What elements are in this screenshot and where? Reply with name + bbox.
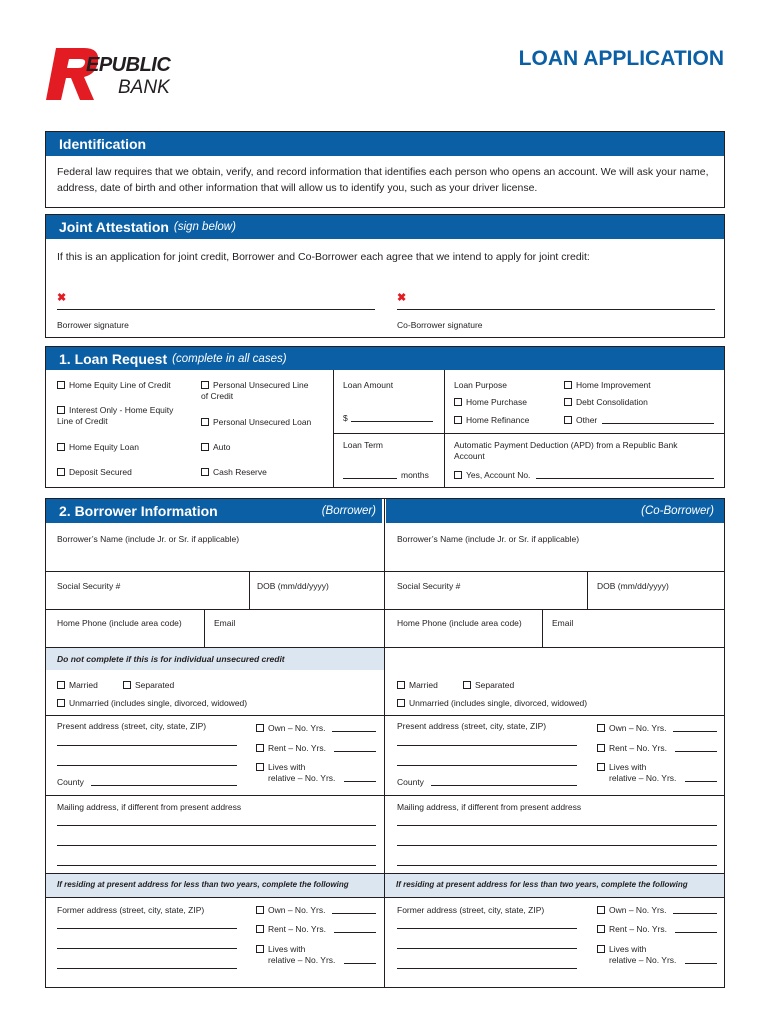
dollar-sign: $ <box>343 413 348 423</box>
do-not-complete-note: Do not complete if this is for individual unsecured credit <box>46 648 384 670</box>
borrower-ssn-label[interactable]: Social Security # <box>57 581 121 591</box>
coborrower-present-address-line-2[interactable] <box>397 765 577 766</box>
borrower-former-own[interactable]: Own – No. Yrs. <box>256 905 325 915</box>
coborrower-tag: (Co-Borrower) <box>641 505 714 517</box>
borrower-phone-label[interactable]: Home Phone (include area code) <box>57 618 182 628</box>
coborrower-signature-label: Co-Borrower signature <box>397 320 483 330</box>
purpose-debt-consolidation[interactable]: Debt Consolidation <box>564 397 648 407</box>
coborrower-county-label: County <box>397 777 424 787</box>
checkbox-icon[interactable] <box>564 398 572 406</box>
joint-text: If this is an application for joint credit, Borrower and Co-Borrower each agree that we intend to apply for joint credit: <box>57 251 590 263</box>
checkbox-icon[interactable] <box>256 724 264 732</box>
identification-header <box>46 132 724 156</box>
checkbox-icon[interactable] <box>454 398 462 406</box>
borrower-present-address-line-1[interactable] <box>57 745 237 746</box>
coborrower-separated[interactable]: Separated <box>463 680 514 690</box>
borrower-rent[interactable]: Rent – No. Yrs. <box>256 743 326 753</box>
coborrower-own[interactable]: Own – No. Yrs. <box>597 723 666 733</box>
borrower-lives-with[interactable]: Lives with relative – No. Yrs. <box>256 762 335 784</box>
checkbox-icon[interactable] <box>57 468 65 476</box>
checkbox-icon[interactable] <box>57 681 65 689</box>
checkbox-icon[interactable] <box>123 681 131 689</box>
type-personal-unsecured-loan[interactable]: Personal Unsecured Loan <box>201 417 311 427</box>
coborrower-present-address-line-1[interactable] <box>397 745 577 746</box>
borrower-signature-line[interactable] <box>57 309 375 310</box>
loan-request-title: 1. Loan Request <box>59 350 168 367</box>
identification-title: Identification <box>59 136 147 152</box>
borrower-rent-years[interactable] <box>334 751 376 752</box>
borrower-former-own-years[interactable] <box>332 913 376 914</box>
coborrower-former-address-label: Former address (street, city, state, ZIP) <box>397 905 545 915</box>
coborrower-former-address-line-2[interactable] <box>397 948 577 949</box>
coborrower-mailing-label: Mailing address, if different from present address <box>397 802 582 812</box>
coborrower-relative-years[interactable] <box>685 781 717 782</box>
coborrower-phone-label[interactable]: Home Phone (include area code) <box>397 618 522 628</box>
borrower-less-than-two-note: If residing at present address for less than two years, complete the following <box>46 874 384 897</box>
coborrower-signature-line[interactable] <box>397 309 715 310</box>
coborrower-former-rent[interactable]: Rent – No. Yrs. <box>597 924 667 934</box>
borrower-mailing-line-1[interactable] <box>57 825 376 826</box>
joint-header <box>46 215 724 239</box>
coborrower-own-years[interactable] <box>673 731 717 732</box>
coborrower-dob-label[interactable]: DOB (mm/dd/yyyy) <box>597 581 669 591</box>
logo-text-republic: EPUBLIC <box>86 54 171 76</box>
checkbox-icon[interactable] <box>564 381 572 389</box>
joint-attestation-section <box>45 214 725 338</box>
checkbox-icon[interactable] <box>597 744 605 752</box>
coborrower-unmarried[interactable]: Unmarried (includes single, divorced, widowed) <box>397 698 587 708</box>
coborrower-former-lives-with[interactable]: Lives with relative – No. Yrs. <box>597 944 676 966</box>
coborrower-former-rent-years[interactable] <box>675 932 717 933</box>
borrower-county-input[interactable] <box>91 785 237 786</box>
loan-request-header <box>46 347 724 370</box>
checkbox-icon[interactable] <box>597 724 605 732</box>
borrower-separated[interactable]: Separated <box>123 680 174 690</box>
checkbox-icon[interactable] <box>397 681 405 689</box>
coborrower-mailing-line-3[interactable] <box>397 865 717 866</box>
checkbox-icon[interactable] <box>256 925 264 933</box>
borrower-header <box>46 499 382 523</box>
logo-text-bank: BANK <box>118 77 170 98</box>
type-deposit-secured[interactable]: Deposit Secured <box>57 467 132 477</box>
borrower-present-address-line-2[interactable] <box>57 765 237 766</box>
checkbox-icon[interactable] <box>597 945 605 953</box>
coborrower-name-label[interactable]: Borrower’s Name (include Jr. or Sr. if applicable) <box>397 534 580 544</box>
coborrower-email-label[interactable]: Email <box>552 618 574 628</box>
borrower-married[interactable]: Married <box>57 680 98 690</box>
checkbox-icon[interactable] <box>57 699 65 707</box>
apd-account-input[interactable] <box>536 478 714 479</box>
borrower-mailing-label: Mailing address, if different from present address <box>57 802 242 812</box>
purpose-home-purchase[interactable]: Home Purchase <box>454 397 527 407</box>
borrower-sign-x-icon: ✖ <box>57 292 67 304</box>
borrower-signature-label: Borrower signature <box>57 320 129 330</box>
joint-note: (sign below) <box>173 221 236 233</box>
borrower-dob-label[interactable]: DOB (mm/dd/yyyy) <box>257 581 329 591</box>
checkbox-icon[interactable] <box>454 416 462 424</box>
type-home-equity-loan[interactable]: Home Equity Loan <box>57 442 139 452</box>
checkbox-icon[interactable] <box>256 763 264 771</box>
checkbox-icon[interactable] <box>597 925 605 933</box>
apd-label: Automatic Payment Deduction (APD) from a Republic Bank Account <box>454 440 678 461</box>
type-interest-only[interactable]: Interest Only - Home Equity Line of Credit <box>57 405 174 426</box>
checkbox-icon[interactable] <box>397 699 405 707</box>
borrower-title: 2. Borrower Information <box>59 503 218 519</box>
loan-amount-label: Loan Amount <box>343 380 394 390</box>
borrower-own[interactable]: Own – No. Yrs. <box>256 723 325 733</box>
borrower-mailing-line-2[interactable] <box>57 845 376 846</box>
borrower-section <box>45 498 725 988</box>
borrower-county-label: County <box>57 777 84 787</box>
purpose-other[interactable]: Other <box>564 415 597 425</box>
coborrower-married[interactable]: Married <box>397 680 438 690</box>
republic-bank-logo <box>44 44 204 104</box>
coborrower-former-relative-years[interactable] <box>685 963 717 964</box>
borrower-tag: (Borrower) <box>321 505 376 517</box>
coborrower-former-address-line-3[interactable] <box>397 968 577 969</box>
checkbox-icon[interactable] <box>463 681 471 689</box>
loan-term-input[interactable] <box>343 478 397 479</box>
purpose-other-input[interactable] <box>602 423 714 424</box>
borrower-mailing-line-3[interactable] <box>57 865 376 866</box>
checkbox-icon[interactable] <box>454 471 462 479</box>
type-cash-reserve[interactable]: Cash Reserve <box>201 467 267 477</box>
identification-section <box>45 131 725 208</box>
checkbox-icon[interactable] <box>597 906 605 914</box>
type-personal-unsecured-loc[interactable]: Personal Unsecured Line of Credit <box>201 380 309 401</box>
borrower-former-relative-years[interactable] <box>344 963 376 964</box>
checkbox-icon[interactable] <box>256 744 264 752</box>
borrower-own-years[interactable] <box>332 731 376 732</box>
checkbox-icon[interactable] <box>57 443 65 451</box>
coborrower-rent[interactable]: Rent – No. Yrs. <box>597 743 667 753</box>
document-title: LOAN APPLICATION <box>518 47 724 70</box>
coborrower-former-own[interactable]: Own – No. Yrs. <box>597 905 666 915</box>
checkbox-icon[interactable] <box>201 381 209 389</box>
coborrower-present-address-label: Present address (street, city, state, ZIP) <box>397 721 547 731</box>
coborrower-less-than-two-note: If residing at present address for less than two years, complete the following <box>385 874 724 897</box>
type-heloc[interactable]: Home Equity Line of Credit <box>57 380 171 390</box>
borrower-former-address-line-3[interactable] <box>57 968 237 969</box>
loan-amount-input[interactable] <box>351 421 433 422</box>
borrower-unmarried[interactable]: Unmarried (includes single, divorced, widowed) <box>57 698 247 708</box>
checkbox-icon[interactable] <box>201 443 209 451</box>
coborrower-county-input[interactable] <box>431 785 577 786</box>
loan-purpose-label: Loan Purpose <box>454 380 507 390</box>
loan-request-note: (complete in all cases) <box>172 352 287 365</box>
coborrower-rent-years[interactable] <box>675 751 717 752</box>
loan-request-section <box>45 346 725 488</box>
checkbox-icon[interactable] <box>597 763 605 771</box>
purpose-home-improvement[interactable]: Home Improvement <box>564 380 651 390</box>
coborrower-former-address-line-1[interactable] <box>397 928 577 929</box>
coborrower-mailing-line-1[interactable] <box>397 825 717 826</box>
coborrower-mailing-line-2[interactable] <box>397 845 717 846</box>
borrower-former-address-line-1[interactable] <box>57 928 237 929</box>
joint-title: Joint Attestation <box>59 219 169 235</box>
purpose-home-refinance[interactable]: Home Refinance <box>454 415 529 425</box>
borrower-former-lives-with[interactable]: Lives with relative – No. Yrs. <box>256 944 335 966</box>
checkbox-icon[interactable] <box>201 418 209 426</box>
coborrower-lives-with[interactable]: Lives with relative – No. Yrs. <box>597 762 676 784</box>
type-auto[interactable]: Auto <box>201 442 231 452</box>
checkbox-icon[interactable] <box>256 945 264 953</box>
checkbox-icon[interactable] <box>57 406 65 414</box>
checkbox-icon[interactable] <box>201 468 209 476</box>
borrower-former-address-line-2[interactable] <box>57 948 237 949</box>
coborrower-former-own-years[interactable] <box>673 913 717 914</box>
loan-term-label: Loan Term <box>343 440 384 450</box>
borrower-former-rent[interactable]: Rent – No. Yrs. <box>256 924 326 934</box>
checkbox-icon[interactable] <box>564 416 572 424</box>
borrower-relative-years[interactable] <box>344 781 376 782</box>
checkbox-icon[interactable] <box>256 906 264 914</box>
coborrower-sign-x-icon: ✖ <box>397 292 407 304</box>
identification-text: Federal law requires that we obtain, verify, and record information that identifies each person who opens an account. We will ask your name, address, date of birth and other information that will allow us to identify you, such as your driver license. <box>57 166 709 194</box>
borrower-email-label[interactable]: Email <box>214 618 236 628</box>
borrower-present-address-label: Present address (street, city, state, ZIP) <box>57 721 207 731</box>
borrower-name-label[interactable]: Borrower’s Name (include Jr. or Sr. if applicable) <box>57 534 240 544</box>
checkbox-icon[interactable] <box>57 381 65 389</box>
coborrower-header <box>386 499 724 523</box>
coborrower-ssn-label[interactable]: Social Security # <box>397 581 461 591</box>
apd-yes[interactable]: Yes, Account No. <box>454 470 530 480</box>
borrower-former-rent-years[interactable] <box>334 932 376 933</box>
borrower-former-address-label: Former address (street, city, state, ZIP) <box>57 905 205 915</box>
months-label: months <box>401 470 429 480</box>
